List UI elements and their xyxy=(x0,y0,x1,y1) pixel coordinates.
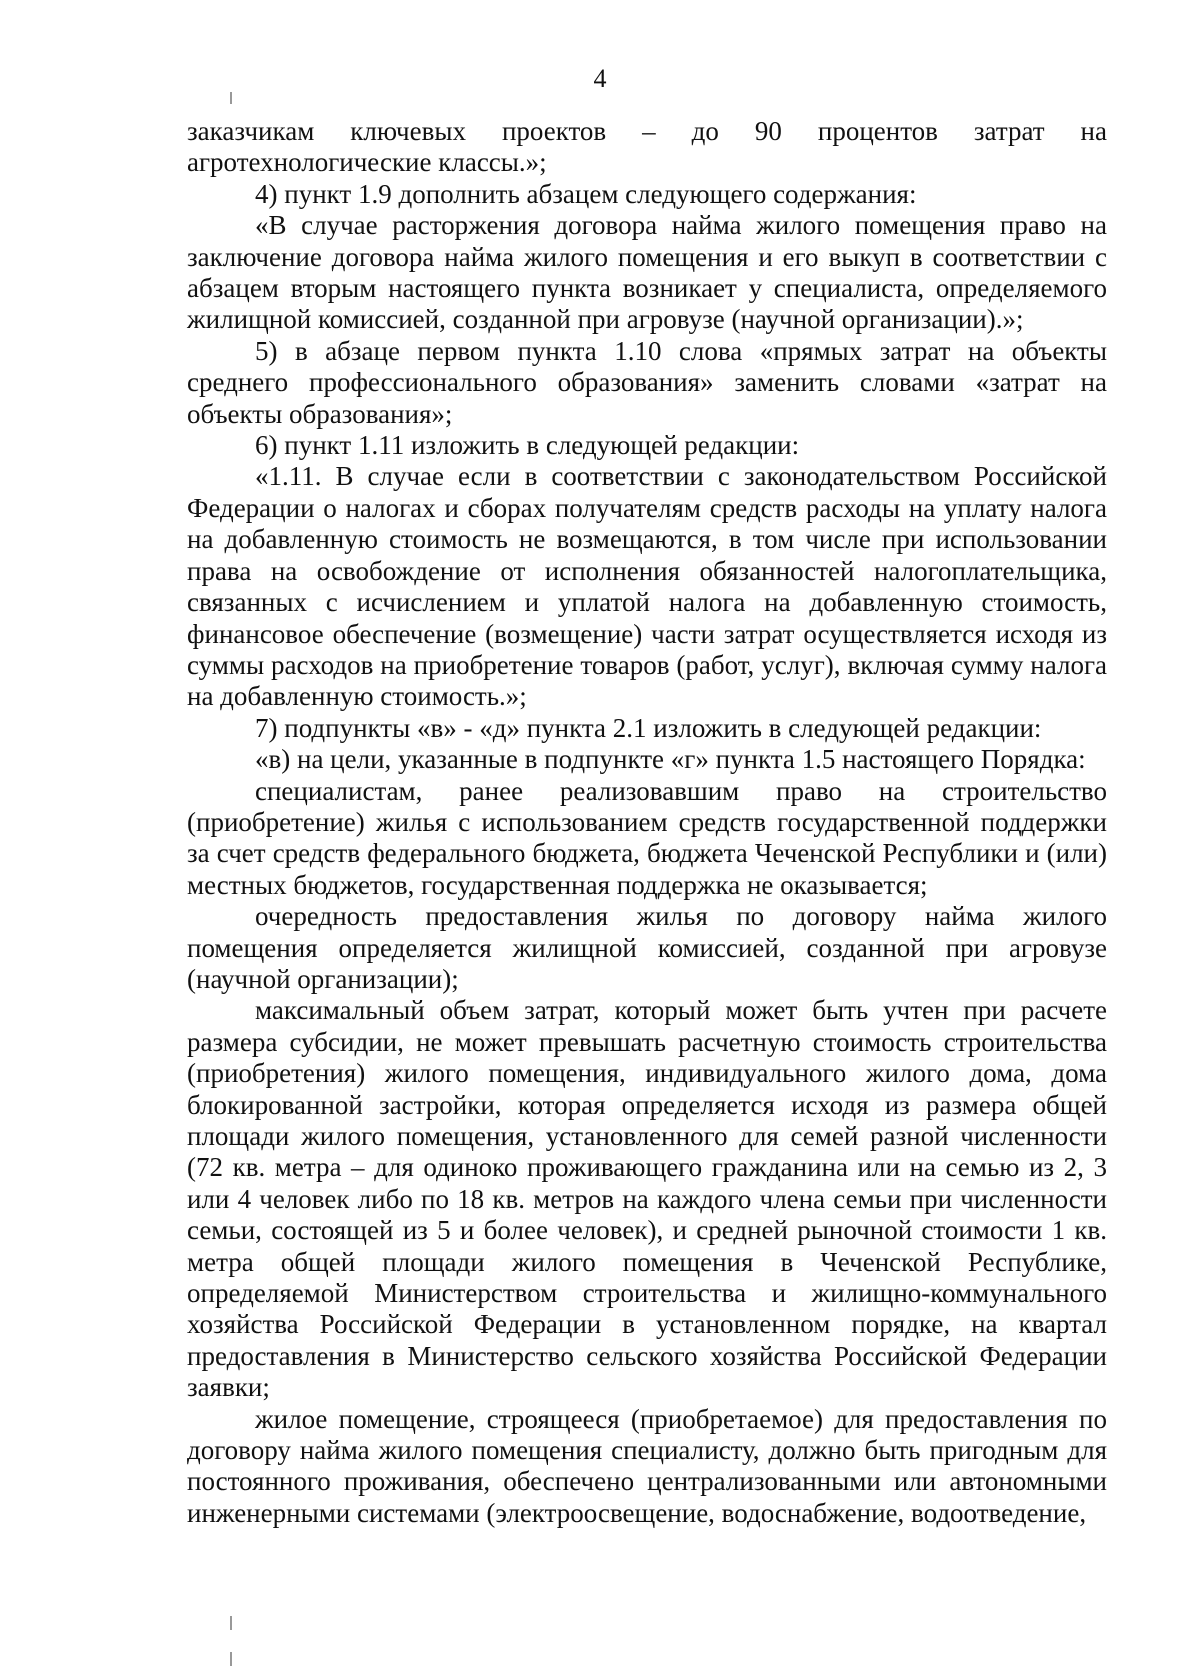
margin-mark-bottom-2 xyxy=(230,1652,232,1666)
paragraph-specialists: специалистам, ранее реализовавшим право на строительство (приобретение) жилья с использованием средств государственной поддержки за счет средств федерального бюджета, бюджета Чеченской Республики и (или) местных бюджетов, государственная поддержка не оказывается; xyxy=(187,775,1107,900)
paragraph-housing-queue: очередность предоставления жилья по договору найма жилого помещения определяется жилищной комиссией, созданной при агровузе (научной организации); xyxy=(187,901,1107,994)
paragraph-item-6: 6) пункт 1.11 изложить в следующей редакции: xyxy=(255,430,800,461)
paragraph-item-4: 4) пункт 1.9 дополнить абзацем следующего содержания: xyxy=(255,178,917,209)
paragraph-quote-1-9: «В случае расторжения договора найма жилого помещения право на заключение договора найма жилого помещения и его выкуп в соответствии с абзацем вторым настоящего пункта возникает у специалиста, определяемого жилищной комиссией, созданной при агровузе (научной организации).»; xyxy=(187,210,1107,335)
margin-mark-bottom-1 xyxy=(230,1616,232,1630)
paragraph-quote-1-11: «1.11. В случае если в соответствии с законодательством Российской Федерации о налогах и сборах получателям средств расходы на уплату налога на добавленную стоимость не возмещаются, в том числе при использовании права на освобождение от исполнения обязанностей налогоплательщика, связанных с исчислением и уплатой налога на добавленную стоимость, финансовое обеспечение (возмещение) части затрат осуществляется исходя из суммы расходов на приобретение товаров (работ, услуг), включая сумму налога на добавленную стоимость.»; xyxy=(187,461,1107,712)
document-body xyxy=(187,116,1107,1529)
paragraph-subitem-v: «в) на цели, указанные в подпункте «г» пункта 1.5 настоящего Порядка: xyxy=(255,744,1086,775)
paragraph-housing-requirements: жилое помещение, строящееся (приобретаемое) для предоставления по договору найма жилого помещения специалисту, должно быть пригодным для постоянного проживания, обеспечено централизованными или автономными инженерными системами (электроосвещение, водоснабжение, водоотведение, xyxy=(187,1403,1107,1528)
margin-mark-top xyxy=(230,92,232,104)
paragraph-max-costs: максимальный объем затрат, который может быть учтен при расчете размера субсидии, не может превышать расчетную стоимость строительства (приобретения) жилого помещения, индивидуального жилого дома, дома блокированной застройки, которая определяется исходя из размера общей площади жилого помещения, установленного для семей разной численности (72 кв. метра – для одиноко проживающего гражданина или на семью из 2, 3 или 4 человек либо по 18 кв. метров на каждого члена семьи при численности семьи, состоящей из 5 и более человек), и средней рыночной стоимости 1 кв. метра общей площади жилого помещения в Чеченской Республике, определяемой Министерством строительства и жилищно-коммунального хозяйства Российской Федерации в установленном порядке, на квартал предоставления в Министерство сельского хозяйства Российской Федерации заявки; xyxy=(187,995,1107,1403)
paragraph-item-5: 5) в абзаце первом пункта 1.10 слова «прямых затрат на объекты среднего профессионального образования» заменить словами «затрат на объекты образования»; xyxy=(187,335,1107,429)
page-number: 4 xyxy=(593,64,607,93)
paragraph-continuation: заказчикам ключевых проектов – до 90 процентов затрат на агротехнологические классы.»; xyxy=(187,116,1107,178)
paragraph-item-7: 7) подпункты «в» - «д» пункта 2.1 изложить в следующей редакции: xyxy=(255,712,1042,743)
